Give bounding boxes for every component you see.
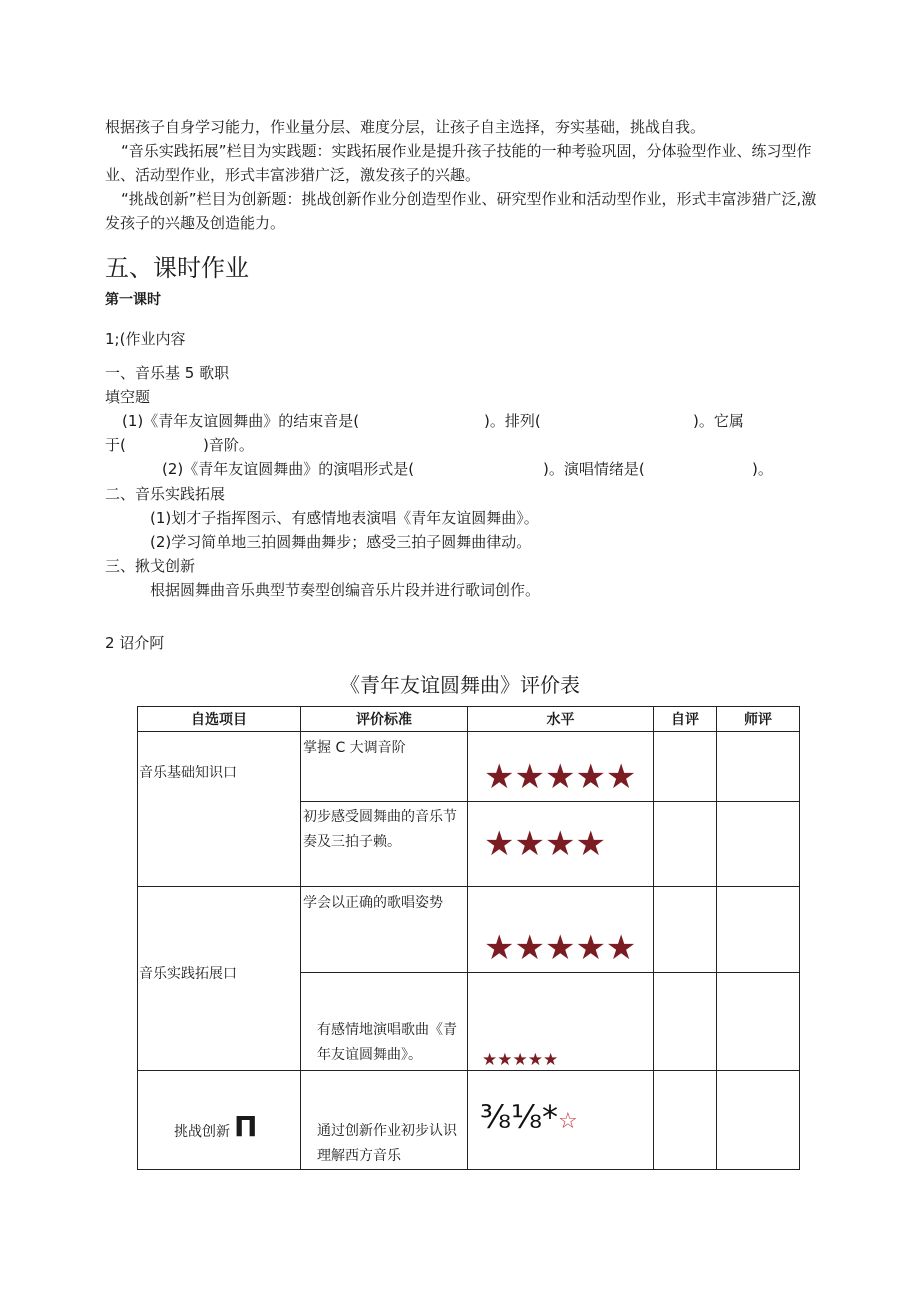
- level-cell: [468, 1071, 654, 1170]
- intro-line-2: “音乐实践拓展”栏目为实践题：实践拓展作业是提升孩子技能的一种考验巩固，分体验型作业、练习型作: [121, 142, 812, 160]
- evaluation-table: [137, 706, 800, 1170]
- teacher-eval-cell: [717, 1071, 800, 1170]
- rating-stars-3: ★★★★★: [484, 928, 637, 968]
- q1-part-a: (1)《青年友谊圆舞曲》的结束音是(: [122, 412, 360, 430]
- criteria-5: 通过创新作业初步认识理解西方音乐: [317, 1123, 457, 1164]
- intro-line-1: 根据孩子自身学习能力，作业量分层、难度分层，让孩子自主选择，夯实基础，挑战自我。: [105, 118, 706, 136]
- table-row: [138, 1071, 800, 1170]
- header-item: 自选项目: [138, 707, 301, 732]
- part3-title: 三、揪戈创新: [105, 557, 196, 575]
- rating-stars-2: ★★★★: [484, 824, 606, 864]
- teacher-eval-cell: [717, 973, 800, 1071]
- part2-title: 二、音乐实践拓展: [105, 485, 226, 503]
- criteria-cell: [301, 1071, 468, 1170]
- intro-line-5: 发孩子的兴趣及创造能力。: [105, 214, 286, 232]
- category-challenge: 挑战创新: [174, 1124, 230, 1140]
- part2-item-1: (1)划才子指挥图示、有感情地表演唱《青年友谊圆舞曲》。: [150, 509, 539, 527]
- self-eval-cell: [654, 802, 717, 887]
- intro-line-3: 业、活动型作业，形式丰富涉猎广泛，激发孩子的兴趣。: [105, 166, 481, 184]
- table-row: [138, 887, 800, 973]
- table-row: [138, 732, 800, 802]
- criteria-cell: [301, 887, 468, 973]
- teacher-eval-cell: [717, 802, 800, 887]
- fill-title: 填空题: [105, 388, 151, 406]
- category-cell: [138, 887, 301, 1071]
- criteria-cell: [301, 802, 468, 887]
- criteria-3: 学会以正确的歌唱姿势: [303, 895, 443, 911]
- part1-title: 一、音乐基 5 歌职: [105, 364, 230, 382]
- header-self-eval: 自评: [654, 707, 717, 732]
- q1-part-d: 于(: [105, 436, 126, 454]
- q1-part-e: )音阶。: [203, 436, 254, 454]
- header-level: 水平: [468, 707, 654, 732]
- self-eval-cell: [654, 887, 717, 973]
- level-cell: [468, 887, 654, 973]
- criteria-1: 掌握 C 大调音阶: [303, 740, 406, 756]
- level-cell: [468, 802, 654, 887]
- self-eval-cell: [654, 1071, 717, 1170]
- category-cell: [138, 732, 301, 887]
- teacher-eval-cell: [717, 732, 800, 802]
- teacher-eval-cell: [717, 887, 800, 973]
- eval-label: 2 诏介阿: [105, 634, 165, 652]
- criteria-4: 有感情地演唱歌曲《青年友谊圆舞曲》。: [317, 1022, 457, 1063]
- category-practice: 音乐实践拓展口: [139, 966, 237, 982]
- q2-part-a: (2)《青年友谊圆舞曲》的演唱形式是(: [162, 460, 415, 478]
- rating-glyphs-5: ⅜⅛*: [480, 1098, 559, 1136]
- q1-part-b: )。排列(: [484, 412, 541, 430]
- header-teacher-eval: 师评: [717, 707, 800, 732]
- q2-part-b: )。演唱情绪是(: [543, 460, 645, 478]
- rating-stars-4: ★★★★★: [482, 1050, 559, 1070]
- lesson-title: 第一课时: [105, 292, 161, 308]
- header-criteria: 评价标准: [301, 707, 468, 732]
- level-cell: [468, 973, 654, 1071]
- intro-line-4: “挑战创新”栏目为创新题：挑战创新作业分创造型作业、研究型作业和活动型作业，形式丰富涉猎广泛,激: [121, 190, 817, 208]
- q1-part-c: )。它属: [693, 412, 744, 430]
- part2-item-2: (2)学习简单地三拍圆舞曲舞步；感受三拍子圆舞曲律动。: [150, 533, 532, 551]
- table-header-row: [138, 707, 800, 732]
- checkbox-mark: П: [234, 1110, 258, 1143]
- criteria-cell: [301, 732, 468, 802]
- q2-part-c: )。: [752, 460, 773, 478]
- criteria-2: 初步感受圆舞曲的音乐节奏及三拍子赖。: [303, 809, 457, 850]
- outline-star-icon: ☆: [558, 1109, 578, 1134]
- level-cell: [468, 732, 654, 802]
- criteria-cell: [301, 973, 468, 1071]
- part3-item-1: 根据圆舞曲音乐典型节奏型创编音乐片段并进行歌词创作。: [150, 581, 541, 599]
- homework-label: 1;(作业内容: [105, 330, 186, 348]
- table-title: 《青年友谊圆舞曲》评价表: [340, 673, 580, 697]
- self-eval-cell: [654, 973, 717, 1071]
- rating-stars-1: ★★★★★: [484, 757, 637, 797]
- self-eval-cell: [654, 732, 717, 802]
- category-basic: 音乐基础知识口: [139, 765, 237, 781]
- category-cell: [138, 1071, 301, 1170]
- section-title: 五、课时作业: [105, 254, 249, 282]
